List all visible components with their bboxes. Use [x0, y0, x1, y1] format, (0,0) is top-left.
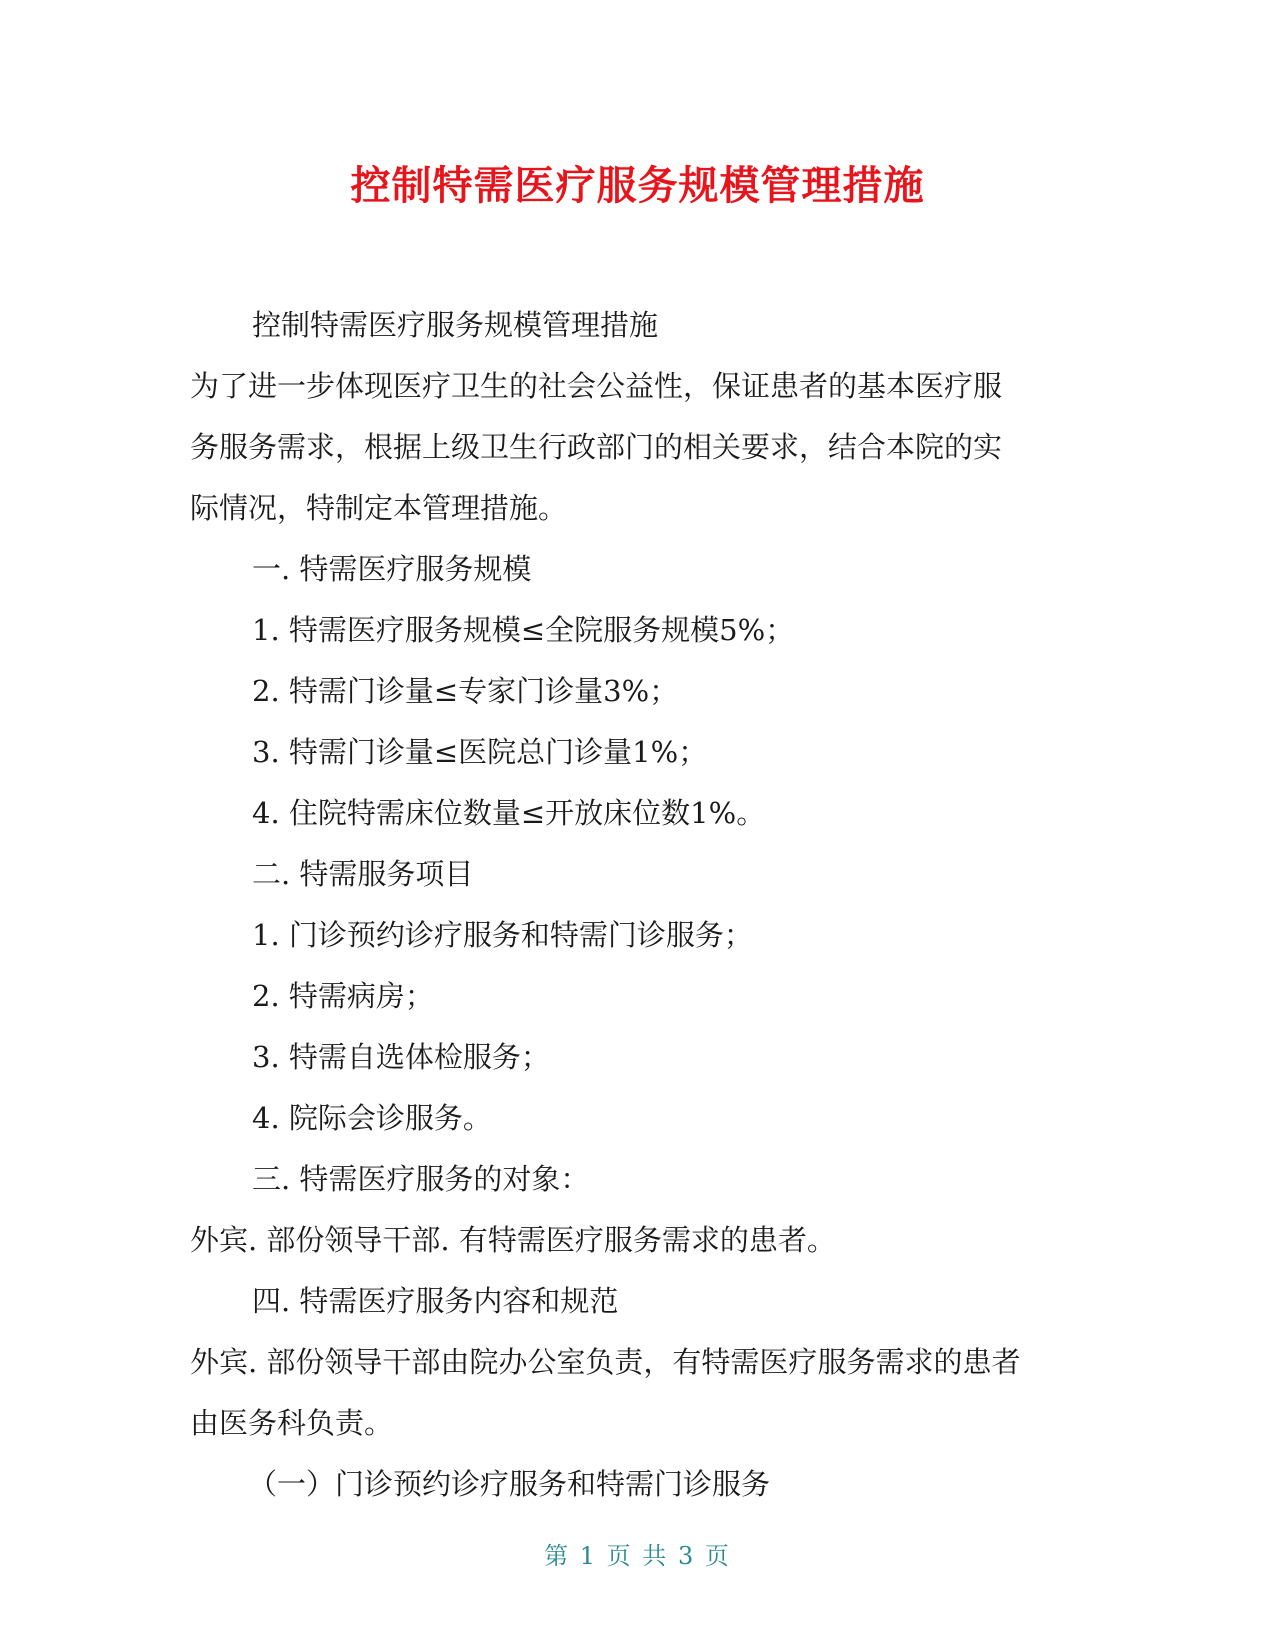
subsection-heading: （一）门诊预约诊疗服务和特需门诊服务: [248, 1467, 771, 1501]
page-number-footer: 第 1 页 共 3 页: [544, 1542, 731, 1570]
intro-line-2: 务服务需求，根据上级卫生行政部门的相关要求，结合本院的实: [190, 430, 1003, 464]
section-heading-1: 一. 特需医疗服务规模: [252, 552, 532, 586]
list-item: 1. 门诊预约诊疗服务和特需门诊服务；: [252, 918, 753, 952]
body-heading: 控制特需医疗服务规模管理措施: [252, 308, 659, 342]
list-item: 2. 特需门诊量≤专家门诊量3%；: [252, 674, 679, 708]
list-item: 4. 住院特需床位数量≤开放床位数1%。: [252, 796, 766, 830]
section-heading-2: 二. 特需服务项目: [252, 857, 474, 891]
list-item: 4. 院际会诊服务。: [252, 1101, 492, 1135]
intro-line-3: 际情况，特制定本管理措施。: [190, 491, 568, 525]
section-heading-4: 四. 特需医疗服务内容和规范: [252, 1284, 619, 1318]
list-item: 3. 特需门诊量≤医院总门诊量1%；: [252, 735, 708, 769]
section-3-text: 外宾. 部份领导干部. 有特需医疗服务需求的患者。: [190, 1223, 836, 1257]
intro-line-1: 为了进一步体现医疗卫生的社会公益性，保证患者的基本医疗服: [190, 369, 1003, 403]
list-item: 1. 特需医疗服务规模≤全院服务规模5%；: [252, 613, 795, 647]
section-4-text-line-2: 由医务科负责。: [190, 1406, 394, 1440]
list-item: 3. 特需自选体检服务；: [252, 1040, 550, 1074]
section-heading-3: 三. 特需医疗服务的对象：: [252, 1162, 590, 1196]
document-body: [190, 295, 1090, 1515]
list-item: 2. 特需病房；: [252, 979, 434, 1013]
document-title: 控制特需医疗服务规模管理措施: [350, 163, 925, 209]
section-4-text-line-1: 外宾. 部份领导干部由院办公室负责，有特需医疗服务需求的患者: [190, 1345, 1021, 1379]
